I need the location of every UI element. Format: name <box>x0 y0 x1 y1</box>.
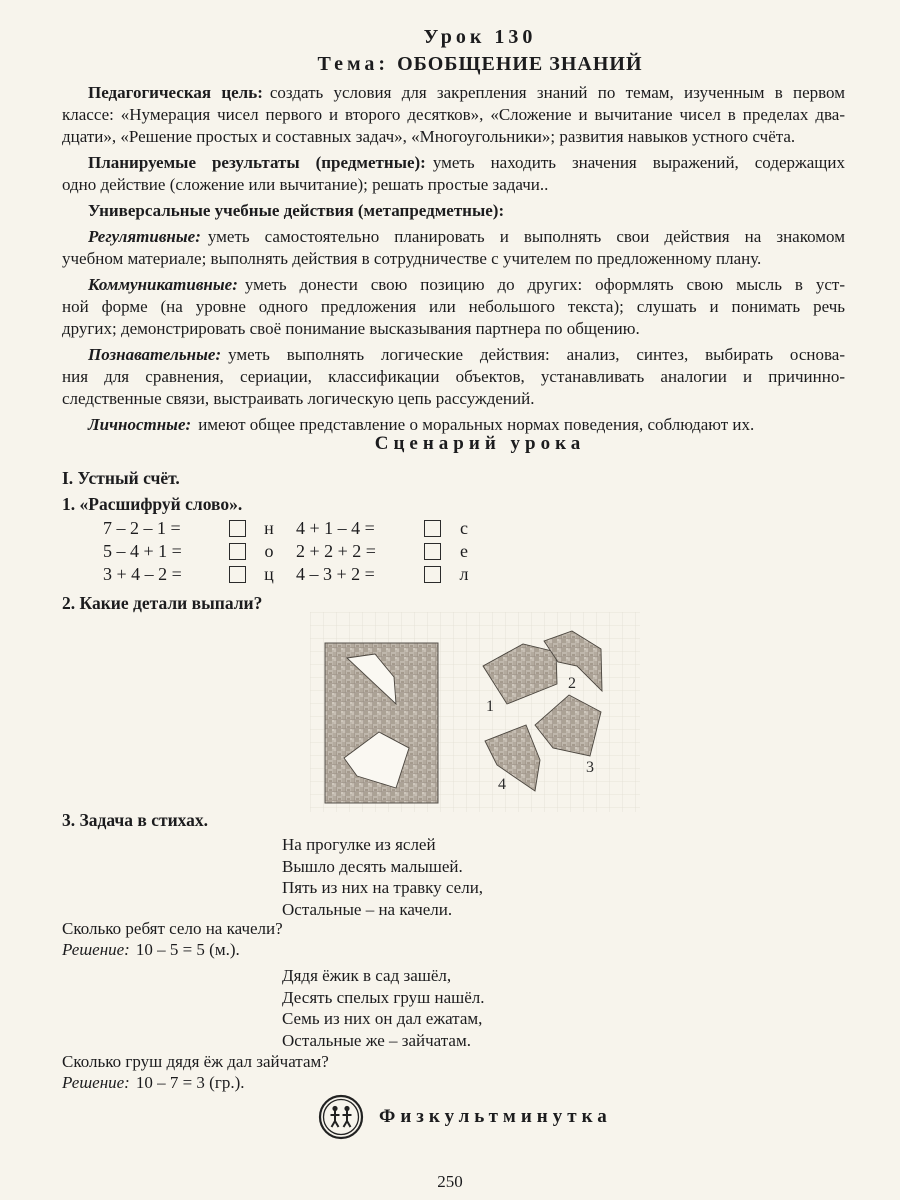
oral-count-heading: I. Устный счёт. <box>62 468 180 488</box>
answer-box <box>424 543 441 560</box>
paragraph-lead: Личностные: <box>88 415 192 434</box>
paragraph-text: уметь самостоятельно планировать и выполнять свои действия на знакомом <box>207 227 845 246</box>
paragraph-text: уметь донести свою позицию до других: оформлять свою мысль в уст- <box>244 275 845 294</box>
answer-box <box>229 520 246 537</box>
paragraph-line: следственные связи, выстраивать логическую цепь рассуждений. <box>62 389 535 408</box>
equation-letter: е <box>460 541 468 561</box>
lesson-number-title <box>60 24 900 51</box>
equation-letter: о <box>264 541 274 561</box>
equation-expression: 2 + 2 + 2 = <box>296 541 376 561</box>
paragraph-line: учебном материале; выполнять действия в сотрудничестве с учителем по предложенному плану. <box>62 249 762 268</box>
equation-letter: с <box>460 518 468 538</box>
poem-line: Остальные – на качели. <box>282 899 453 919</box>
task2-heading: 2. Какие детали выпали? <box>62 593 263 613</box>
question-2: Сколько груш дядя ёж дал зайчатам? <box>62 1052 329 1071</box>
poem-line: Вышло десять малышей. <box>282 856 463 876</box>
page-header <box>60 24 900 78</box>
piece-label-1: 1 <box>486 698 494 715</box>
question-1: Сколько ребят село на качели? <box>62 919 283 938</box>
paragraph-cognitive <box>62 344 845 410</box>
paragraph-line: ной форме (на уровне одного предложения или небольшого текста); слушать и понимать речь <box>62 297 845 316</box>
solution-label: Решение: <box>62 1073 130 1092</box>
paragraph-pedagogical-goal <box>62 82 845 148</box>
paragraph-line: одно действие (сложение или вычитание); решать простые задачи.. <box>62 175 549 194</box>
paragraph-line <box>62 200 845 222</box>
equation-row <box>103 540 479 563</box>
paragraph-line: ния для сравнения, сериации, классификации объектов, устанавливать аналогии и причинно- <box>62 367 845 386</box>
solution-2 <box>62 1073 244 1093</box>
scenario-heading: Сценарий урока <box>374 433 586 454</box>
poem-line: Семь из них он дал ежатам, <box>282 1009 483 1028</box>
decipher-word-equations <box>103 517 479 586</box>
intro-paragraphs <box>62 82 845 440</box>
paragraph-text: создать условия для закрепления знаний по темам, изученным в первом <box>269 83 845 102</box>
paragraph-text: имеют общее представление о моральных нормах поведения, соблюдают их. <box>198 415 755 434</box>
equation-letter: н <box>264 518 274 538</box>
poem-1 <box>282 834 483 920</box>
paragraph-line: других; демонстрировать своё понимание высказывания партнера по общению. <box>62 319 640 338</box>
children-exercise-icon <box>318 1094 364 1140</box>
task3-heading: 3. Задача в стихах. <box>62 810 209 830</box>
paragraph-lead: Регулятивные: <box>88 227 201 246</box>
solution-1 <box>62 940 240 960</box>
piece-label-4: 4 <box>498 776 506 793</box>
piece-label-3: 3 <box>586 759 594 776</box>
page-number: 250 <box>437 1172 463 1191</box>
paragraph-lead: Универсальные учебные действия (метапредметные): <box>88 201 505 220</box>
answer-box <box>424 520 441 537</box>
paragraph-lead: Познавательные: <box>88 345 222 364</box>
equation-expression: 5 – 4 + 1 = <box>103 541 182 561</box>
piece-label-2: 2 <box>568 675 576 692</box>
paragraph-line <box>62 274 845 296</box>
paragraph-universal-actions <box>62 200 845 222</box>
poem-line: Пять из них на травку сели, <box>282 878 484 897</box>
answer-box <box>424 566 441 583</box>
paragraph-line <box>62 226 845 248</box>
equation-letter: л <box>459 564 469 584</box>
poem-line: Дядя ёжик в сад зашёл, <box>282 966 452 985</box>
paragraph-communicative <box>62 274 845 340</box>
lesson-theme-title <box>60 51 900 78</box>
physical-minute-label: Физкультминутка <box>379 1106 612 1127</box>
task1-heading: 1. «Расшифруй слово». <box>62 494 243 514</box>
paragraph-line <box>62 152 845 174</box>
equation-expression: 4 – 3 + 2 = <box>296 564 375 584</box>
equation-row <box>103 517 479 540</box>
paragraph-line: классе: «Нумерация чисел первого и второго десятков», «Сложение и вычитание чисел в пределах два- <box>62 105 845 124</box>
paragraph-line: дцати», «Решение простых и составных задач», «Многоугольники»; развития навыков устного счёта. <box>62 127 796 146</box>
puzzle-figure <box>310 612 640 817</box>
solution-expression: 10 – 5 = 5 (м.). <box>135 940 240 959</box>
poem-line: Остальные же – зайчатам. <box>282 1030 471 1050</box>
lesson-number: Урок 130 <box>423 26 537 48</box>
poem-line: На прогулке из яслей <box>282 835 436 854</box>
poem-line: Десять спелых груш нашёл. <box>282 987 485 1007</box>
solution-label: Решение: <box>62 940 130 959</box>
equation-expression: 4 + 1 – 4 = <box>296 518 375 538</box>
paragraph-text: уметь выполнять логические действия: анализ, синтез, выбирать основа- <box>228 345 845 364</box>
equation-row <box>103 563 479 586</box>
theme-title: ОБОБЩЕНИЕ ЗНАНИЙ <box>397 53 643 75</box>
paragraph-text: уметь находить значения выражений, содержащих <box>432 153 845 172</box>
solution-expression: 10 – 7 = 3 (гр.). <box>135 1073 245 1092</box>
puzzle-figure-svg <box>310 612 640 812</box>
paragraph-lead: Коммуникативные: <box>88 275 238 294</box>
paragraph-regulatory <box>62 226 845 270</box>
paragraph-line <box>62 82 845 104</box>
theme-label: Тема: <box>317 53 390 75</box>
paragraph-lead: Педагогическая цель: <box>88 83 263 102</box>
answer-box <box>229 543 246 560</box>
equation-expression: 7 – 2 – 1 = <box>103 518 181 538</box>
equation-expression: 3 + 4 – 2 = <box>103 564 182 584</box>
answer-box <box>229 566 246 583</box>
paragraph-planned-results <box>62 152 845 196</box>
paragraph-lead: Планируемые результаты (предметные): <box>88 153 426 172</box>
paragraph-line <box>62 344 845 366</box>
physical-minute <box>318 1094 612 1140</box>
poem-2 <box>282 965 485 1051</box>
equation-letter: ц <box>264 564 274 584</box>
